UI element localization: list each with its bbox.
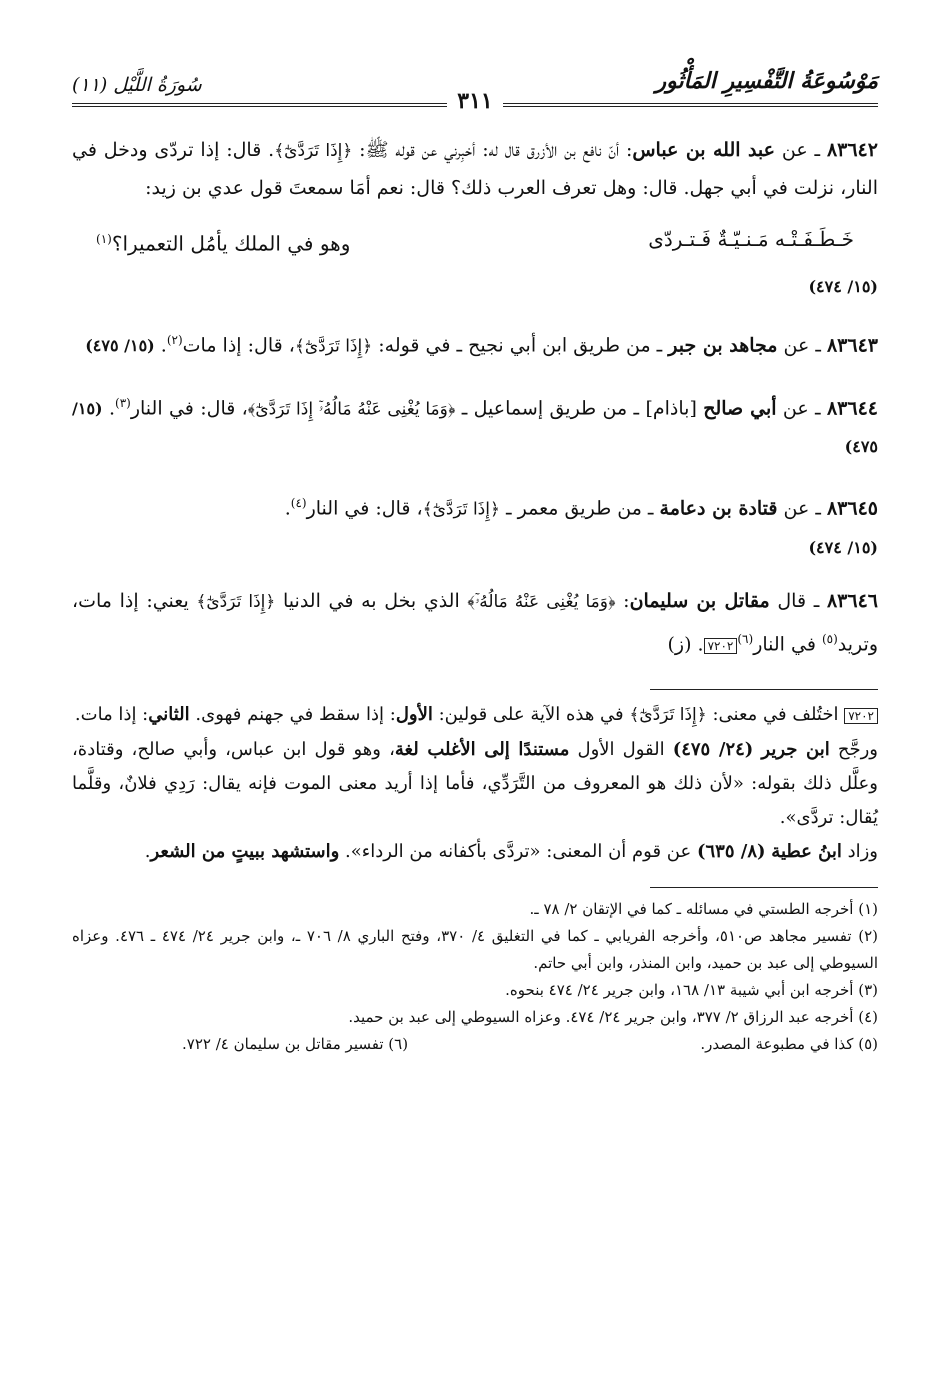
page-number: ٣١١	[447, 88, 502, 114]
commentary-text: ورجَّح	[829, 738, 878, 760]
footnote-marker: (٢)	[166, 332, 183, 347]
volume-reference: (١٥/ ٤٧٥)	[85, 335, 155, 355]
running-header	[72, 60, 878, 120]
commentary-text: .	[144, 840, 151, 862]
emphasis-text: مستندًا إلى الأغلب لغة	[394, 738, 570, 760]
commentary-number-box: ٧٢٠٢	[844, 708, 878, 724]
entry-text	[72, 583, 878, 665]
entry-tail: .	[160, 333, 167, 356]
entry-number: ٨٣٦٤٢	[826, 139, 878, 161]
entry-segment: ـ من طريق معمر ـ	[499, 497, 660, 520]
footnotes-separator	[650, 887, 878, 888]
entry-segment: [باذام] ـ من طريق إسماعيل ـ	[455, 397, 704, 420]
opinion-label: الثاني	[148, 703, 190, 725]
entry-segment: ، قال: في النار	[306, 497, 423, 520]
entry-tail: .	[284, 497, 291, 520]
commentary-separator	[650, 689, 878, 690]
commentary-text: اختُلف في معنى:	[706, 703, 845, 725]
commentary-paragraph	[72, 733, 878, 835]
entry-segment: :	[615, 589, 630, 612]
entry-segment: ـ من طريق ابن أبي نجيح ـ في قوله:	[372, 333, 669, 356]
entry-segment: الذي بخل به في الدنيا	[275, 589, 468, 612]
commentary-text: القول الأول	[569, 738, 673, 760]
scholar-name: ابن جرير	[761, 738, 830, 760]
footnote: (٤) أخرجه عبد الرزاق ٢/ ٣٧٧، وابن جرير ٢٤/ ٤٧٤. وعزاه السيوطي إلى عبد بن حميد.	[348, 1007, 878, 1026]
commentary-text: وزاد	[841, 840, 878, 862]
commentary-text: : إذا مات.	[74, 703, 149, 725]
volume-reference: (١٥/ ٤٧٤)	[808, 537, 878, 557]
quran-quote: ﴿وَمَا يُغْنِى عَنْهُ مَالُهُۥٓ﴾	[467, 591, 616, 612]
poetry-verse	[96, 219, 854, 264]
entry-number: ٨٣٦٤٦	[826, 589, 878, 612]
entry-segment: يعني: إذا مات، وتريد	[72, 589, 878, 655]
scholar-name: ابنُ عطية	[771, 840, 842, 862]
commentary-text: عن قوم أن المعنى: «تردَّى بأكفانه من الرداء».	[339, 840, 697, 862]
footnote: (٦) تفسير مقاتل بن سليمان ٤/ ٧٢٢.	[182, 1034, 409, 1053]
quran-quote: ﴿إِذَا تَرَدَّىٰٓ﴾	[294, 335, 373, 356]
commentary-text: : إذا سقط في جهنم فهوى.	[189, 703, 396, 725]
footnote: (١) أخرجه الطستي في مسائله ـ كما في الإتقان ٢/ ٧٨ ـ.	[529, 899, 878, 918]
footnote-marker: (١)	[96, 232, 112, 246]
verse-first-hemistich: خَـطَـفَـتْـه مَـنـيّـةٌ فَـتـردّى	[648, 227, 854, 251]
quran-quote: ﴿إِذَا تَرَدَّىٰٓ﴾	[196, 591, 276, 612]
quran-quote: ﴿وَمَا يُغْنِى عَنْهُ مَالُهُۥٓ إِذَا تَرَدَّىٰٓ﴾	[247, 399, 456, 420]
commentary-paragraph	[72, 835, 878, 869]
entry-dash: ـ عن	[777, 333, 827, 356]
surah-name: سُورَةُ اللَّيْل (١١)	[72, 74, 202, 96]
commentary-text: في هذه الآية على قولين:	[432, 703, 630, 725]
entry-text	[72, 485, 878, 528]
narration-entry	[72, 132, 878, 302]
entry-segment: ، قال: إذا مات	[182, 333, 295, 356]
volume-reference: (١٥/ ٤٧٤)	[808, 276, 878, 296]
entry-dash: ـ عن	[776, 397, 827, 420]
commentary-ref-box: ٧٢٠٢	[704, 638, 738, 654]
entry-text	[72, 132, 878, 207]
footnote-marker: (٦)	[737, 631, 754, 646]
entry-text	[72, 322, 878, 365]
narrator-name: أبي صالح	[703, 397, 777, 420]
entry-dash: ـ عن	[775, 139, 827, 161]
narrator-name: مجاهد بن جبر	[668, 333, 778, 356]
narration-entry	[72, 583, 878, 665]
footnote-row	[72, 1031, 878, 1058]
emphasis-text: واستشهد ببيتٍ من الشعر	[150, 840, 340, 862]
narrator-name: قتادة بن دعامة	[659, 497, 778, 520]
verse-second-hemistich	[96, 219, 350, 264]
narrator-name: عبد الله بن عباس	[632, 139, 776, 161]
entry-tail: . (ز)	[667, 632, 704, 655]
commentary-text: ، وهو قول ابن عباس، وأبي صالح، وقتادة، وعلَّل ذلك بقوله: «لأن ذلك هو المعروف من التَّرَدِّي، فأما إذا أريد معنى الموت فإنه يقال: رَدِي فلانٌ، وقلَّما يُقال: تردَّى».	[72, 738, 878, 828]
commentary-paragraph	[72, 698, 878, 733]
footnote-marker: (٥)	[821, 631, 838, 646]
footnote: (٢) تفسير مجاهد ص٥١٠، وأخرجه الفريابي ـ كما في التغليق ٤/ ٣٧٠، وفتح الباري ٨/ ٧٠٦ ـ، وابن جرير ٢٤/ ٤٧٤ ـ ٤٧٦. وعزاه السيوطي إلى عبد بن حميد، وابن المنذر، وابن أبي حاتم.	[72, 926, 879, 972]
entry-segment: في النار	[753, 632, 822, 655]
opinion-label: الأول	[395, 703, 433, 725]
narration-entry	[72, 322, 878, 365]
page	[72, 60, 878, 1058]
narrator-name: مقاتل بن سليمان	[629, 589, 770, 612]
book-title: مَوْسُوعَةُ التَّفْسِيرِ المَأْثُور	[655, 68, 878, 94]
footnote-marker: (٤)	[290, 496, 307, 511]
entry-number: ٨٣٦٤٤	[826, 397, 878, 420]
narration-entry	[72, 485, 878, 562]
footnotes	[72, 896, 878, 1058]
entry-dash: ـ عن	[777, 497, 827, 520]
commentary-block	[72, 698, 878, 869]
entry-segment: ، قال: في النار	[130, 397, 248, 420]
entry-dash: ـ قال	[769, 589, 827, 612]
entry-segment: . قال: إذا تردّى ودخل في النار، نزلت في أبي جهل. قال: وهل تعرف العرب ذلك؟ قال: نعم أمَا سمعتَ قول عدي بن زيد:	[72, 139, 878, 199]
entry-number: ٨٣٦٤٣	[826, 333, 878, 356]
volume-reference: (١٥/ ٤٧٥)	[72, 399, 878, 457]
page-number-wrap	[72, 88, 878, 114]
entry-segment: : أنّ نافع بن الأزرق قال له: أخبِرني عن قوله ﷺ:	[352, 139, 633, 161]
entry-text	[72, 385, 878, 465]
narration-entry	[72, 385, 878, 465]
volume-citation: (٨/ ٦٣٥)	[696, 840, 766, 862]
verse-second-text: وهو في الملك يأمُل التعميرا؟	[111, 231, 351, 256]
footnote: (٣) أخرجه ابن أبي شيبة ١٣/ ١٦٨، وابن جرير ٢٤/ ٤٧٤ بنحوه.	[505, 980, 878, 999]
quran-quote: ﴿إِذَا تَرَدَّىٰٓ﴾	[629, 704, 707, 725]
footnote: (٥) كذا في مطبوعة المصدر.	[700, 1034, 878, 1053]
entry-number: ٨٣٦٤٥	[826, 497, 878, 520]
footnote-marker: (٣)	[115, 395, 131, 410]
quran-quote: ﴿إِذَا تَرَدَّىٰٓ﴾	[274, 141, 353, 161]
quran-quote: ﴿إِذَا تَرَدَّىٰٓ﴾	[422, 499, 500, 520]
entry-tail: .	[108, 397, 116, 420]
volume-citation: (٢٤/ ٤٧٥)	[672, 738, 754, 760]
